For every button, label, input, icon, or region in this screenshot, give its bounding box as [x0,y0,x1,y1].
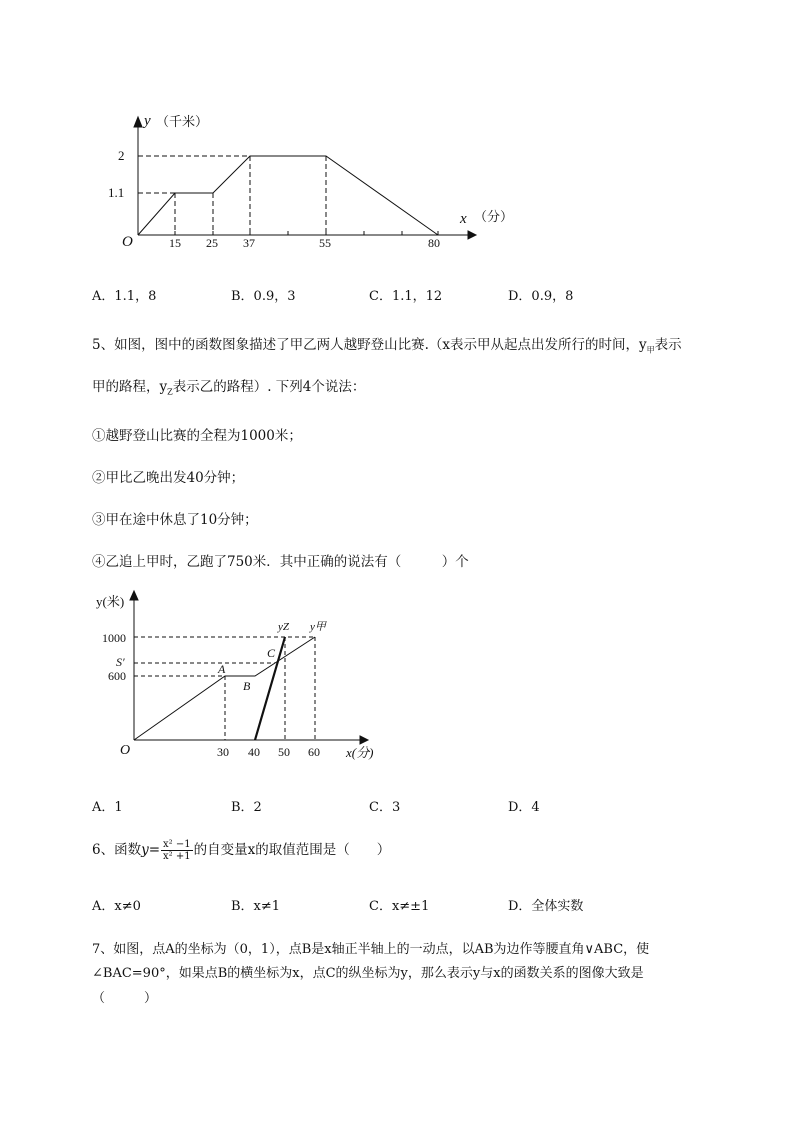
q6-fraction [161,839,193,862]
q6-suffix: 的自变量x的取值范围是（ ） [193,842,391,858]
q6-option-a[interactable]: A．x≠0 [92,899,141,914]
graph1-xtick: 80 [428,236,440,250]
graph2-jia-line [134,637,315,740]
graph1-xtick: 15 [169,236,181,250]
graph2-label-yi: yZ [278,621,289,633]
q5-statement-4: ④乙追上甲时，乙跑了750米．其中正确的说法有（ ）个 [92,554,469,570]
graph1-ytick-1-1: 1.1 [108,185,125,200]
q4-option-c[interactable]: C．1.1，12 [369,289,443,304]
q5-option-d[interactable]: D．4 [508,800,540,815]
q7-line3: （ ） [92,991,158,1006]
q6-denominator: x² +1 [163,851,191,862]
q4-option-a[interactable]: A．1.1，8 [92,289,157,304]
graph2-y-label: y(米) [96,594,125,609]
graph2-label-jia: y甲 [310,621,326,633]
graph2-point-b: B [243,679,251,693]
q5-text-line2 [92,375,365,397]
graph1-x-unit: （分） [474,209,514,224]
q6-y-eq: y= [141,842,161,858]
q5-option-c[interactable]: C．3 [369,800,401,815]
graph2-xtick: 60 [308,745,320,759]
q5-line1-end: 表示 [654,337,682,353]
q5-statement-3: ③甲在途中休息了10分钟； [92,512,258,528]
graph1-x-label: x [460,211,467,227]
q6-option-d[interactable]: D．全体实数 [508,899,584,914]
q7-line1: 7、如图，点A的坐标为（0，1），点B是x轴正半轴上的一动点，以AB为边作等腰直角∨ABC，使 [92,942,650,957]
q6-numerator: x² −1 [163,839,191,850]
q4-option-d[interactable]: D．0.9，8 [508,289,574,304]
graph1-xtick: 37 [243,236,255,250]
graph1-x-arrow [468,231,476,239]
q5-option-b[interactable]: B．2 [231,800,262,815]
graph2-ytick-s: S′ [116,655,125,669]
q5-line1: 5、如图，图中的函数图象描述了甲乙两人越野登山比赛.（x表示甲从起点出发所行的时间，y [92,337,647,353]
graph2-origin: O [120,743,131,758]
q5-text-line1 [92,333,682,356]
graph1-distance-line [138,156,438,235]
graph2-point-a: A [218,662,226,676]
q5-statement-2: ②甲比乙晚出发40分钟； [92,470,245,486]
q4-option-b[interactable]: B．0.9，3 [231,289,296,304]
graph1-y-arrow [134,117,142,127]
q5-line2b: 表示乙的路程）. 下列4个说法： [172,379,366,395]
graph1-y-label: y [144,113,151,129]
graph2-xtick: 40 [248,745,260,759]
graph2-ytick-600: 600 [108,669,126,683]
graph2-xtick: 50 [278,745,290,759]
q6-question [92,838,390,862]
graph2-xtick: 30 [217,745,229,759]
graph1-y-unit: （千米） [156,114,209,129]
race-graph-2 [90,588,400,768]
q6-option-b[interactable]: B．x≠1 [231,899,281,914]
graph1-origin: O [122,234,133,250]
q6-prefix: 6、函数 [92,842,142,858]
graph1-xtick: 55 [319,236,331,250]
distance-time-graph-1 [100,105,540,255]
q6-option-c[interactable]: C．x≠±1 [369,899,430,914]
graph2-x-label: x(分) [346,745,374,760]
q5-option-a[interactable]: A．1 [92,800,123,815]
graph1-ytick-2: 2 [118,148,125,163]
q7-line2: ∠BAC=90°，如果点B的横坐标为x，点C的纵坐标为y，那么表示y与x的函数关系的图像大致是 [92,966,644,981]
graph1-xtick: 25 [206,236,218,250]
graph2-ytick-1000: 1000 [102,631,126,645]
graph2-point-c: C [267,646,276,660]
q5-line1-sub: 甲 [646,345,655,355]
q5-line2a: 甲的路程，y [92,379,168,395]
q5-line2-sub: Z [167,387,173,397]
q5-statement-1: ①越野登山比赛的全程为1000米； [92,428,302,444]
